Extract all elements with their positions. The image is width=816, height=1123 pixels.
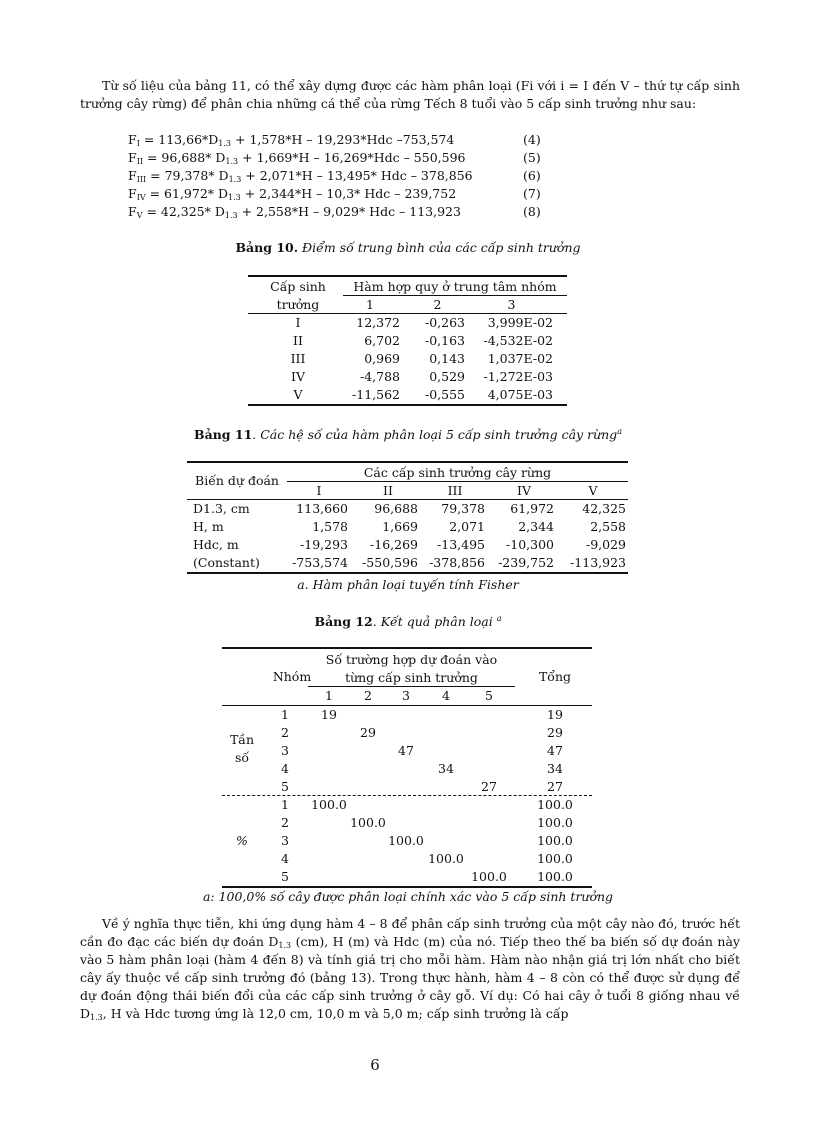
caption-sup: a bbox=[617, 426, 622, 436]
table-cell: 1,669 bbox=[382, 519, 418, 534]
table-cell: 4,075E-03 bbox=[487, 387, 553, 402]
column-header: 3 bbox=[402, 688, 410, 703]
row-label: Hdc, m bbox=[193, 537, 239, 552]
row-label: 3 bbox=[281, 743, 289, 758]
caption-label: Bảng 12 bbox=[314, 614, 373, 629]
table-cell: 100.0 bbox=[428, 851, 464, 866]
body-paragraph bbox=[80, 915, 740, 1023]
table-cell: -550,596 bbox=[362, 555, 418, 570]
row-label: V bbox=[293, 387, 303, 402]
row-label: D1.3, cm bbox=[193, 501, 250, 516]
table-cell: -0,163 bbox=[424, 333, 465, 348]
table-cell: 96,688 bbox=[374, 501, 418, 516]
caption-title: . Kết quả phân loại bbox=[372, 614, 497, 629]
eq-fn: F bbox=[128, 186, 137, 201]
caption-sup: a bbox=[496, 613, 502, 623]
eq-fn-sub: I bbox=[136, 139, 140, 148]
column-header: 4 bbox=[442, 688, 450, 703]
table-cell: 29 bbox=[547, 725, 563, 740]
eq-d-sub: 1.3 bbox=[228, 193, 241, 202]
eq-text: + 2,344*H – 10,3* Hdc – 239,752 bbox=[240, 186, 457, 201]
column-header: I bbox=[316, 483, 322, 498]
table-cell: 0,969 bbox=[364, 351, 400, 366]
row-label: 1 bbox=[281, 797, 289, 812]
eq-text: + 2,558*H – 9,029* Hdc – 113,923 bbox=[237, 204, 461, 219]
table11-footnote: a. Hàm phân loại tuyến tính Fisher bbox=[297, 577, 519, 592]
eq-text: = 96,688* D bbox=[143, 150, 226, 165]
table-cell: 100.0 bbox=[537, 815, 573, 830]
eq-fn: F bbox=[128, 132, 137, 147]
header-cell: Nhóm bbox=[272, 669, 312, 684]
row-label: 4 bbox=[281, 761, 289, 776]
eq-text: = 42,325* D bbox=[142, 204, 225, 219]
table-cell: 100.0 bbox=[537, 851, 573, 866]
page-number: 6 bbox=[370, 1056, 380, 1074]
row-label: I bbox=[295, 315, 301, 330]
eq-fn-sub: IV bbox=[136, 193, 146, 202]
row-label: II bbox=[293, 333, 303, 348]
table-cell: 100.0 bbox=[537, 869, 573, 884]
eq-fn-sub: II bbox=[136, 157, 144, 166]
table-cell: -10,300 bbox=[506, 537, 554, 552]
table-cell: 1,037E-02 bbox=[487, 351, 553, 366]
eq-number: (4) bbox=[523, 132, 541, 147]
text: , H và Hdc tương ứng là 12,0 cm, 10,0 m và 5,0 m; cấp sinh trưởng là cấp bbox=[102, 1006, 569, 1021]
table-cell: -4,532E-02 bbox=[483, 333, 553, 348]
eq-fn-sub: V bbox=[136, 211, 143, 220]
column-header: V bbox=[588, 483, 598, 498]
column-header: 1 bbox=[366, 297, 374, 312]
table-cell: -0,263 bbox=[424, 315, 465, 330]
eq-fn: F bbox=[128, 168, 137, 183]
header-group: Số trường hợp dự đoán vào bbox=[325, 652, 498, 667]
table-cell: 27 bbox=[481, 779, 497, 794]
header-group: Các cấp sinh trưởng cây rừng bbox=[363, 465, 552, 480]
column-header: 2 bbox=[364, 688, 372, 703]
caption-label: Bảng 11 bbox=[194, 427, 253, 442]
row-label: III bbox=[290, 351, 306, 366]
table-cell: 47 bbox=[398, 743, 414, 758]
row-label: H, m bbox=[193, 519, 224, 534]
eq-d-sub: 1.3 bbox=[225, 157, 239, 166]
table-cell: -9,029 bbox=[585, 537, 626, 552]
table-cell: -1,272E-03 bbox=[483, 369, 553, 384]
column-header: 1 bbox=[325, 688, 333, 703]
column-header: 2 bbox=[433, 297, 442, 312]
caption-title: . Các hệ số của hàm phân loại 5 cấp sinh trưởng cây rừng bbox=[252, 427, 618, 442]
table-cell: 100.0 bbox=[537, 833, 573, 848]
row-label: 1 bbox=[281, 707, 289, 722]
table-cell: 61,972 bbox=[510, 501, 554, 516]
table-cell: 42,325 bbox=[582, 501, 626, 516]
eq-text: + 1,578*H – 19,293*Hdc –753,574 bbox=[231, 132, 455, 147]
eq-text: = 79,378* D bbox=[146, 168, 229, 183]
column-header: 3 bbox=[507, 297, 516, 312]
equation bbox=[128, 203, 548, 221]
text: (cm), H (m) và Hdc (m) của nó. Tiếp theo thế ba biến số dự đoán này vào 5 hàm phân loại (hàm 4 đến 8) và tính giá trị cho mỗi hàm. Hàm nào nhận giá trị lớn nhất cho biết cây ấy thuộc về cấp sinh trưởng đó (bảng 13). Trong thực hành, hàm 4 – 8 còn có thể được sử dụng để dự đoán động thái biến đổi của các cấp sinh trưởng ở cây gỗ. Ví dụ: Có hai cây ở tuổi 8 giống nhau về D bbox=[80, 934, 740, 1021]
row-label: IV bbox=[291, 369, 305, 384]
equation bbox=[128, 167, 548, 185]
eq-text: + 1,669*H – 16,269*Hdc – 550,596 bbox=[238, 150, 466, 165]
table-cell: 1,578 bbox=[312, 519, 348, 534]
table-cell: 3,999E-02 bbox=[487, 315, 553, 330]
row-label: 5 bbox=[281, 779, 289, 794]
equation bbox=[128, 185, 548, 203]
table-cell: 34 bbox=[438, 761, 454, 776]
table-cell: 29 bbox=[360, 725, 376, 740]
eq-text: = 113,66*D bbox=[139, 132, 219, 147]
column-header: 5 bbox=[485, 688, 493, 703]
table10-caption bbox=[0, 240, 816, 255]
table-cell: 0,143 bbox=[429, 351, 465, 366]
table-cell: 113,660 bbox=[296, 501, 348, 516]
table-cell: -16,269 bbox=[370, 537, 418, 552]
header-cell: trưởng bbox=[276, 297, 320, 312]
table-cell: -378,856 bbox=[429, 555, 485, 570]
header-group: Hàm hợp quy ở trung tâm nhóm bbox=[353, 279, 557, 294]
table-cell: 100.0 bbox=[388, 833, 424, 848]
eq-number: (5) bbox=[523, 150, 541, 165]
intro-paragraph: Từ số liệu của bảng 11, có thể xây dựng được các hàm phân loại (Fi với i = I đến V – thứ tự cấp sinh trưởng cây rừng) để phân chia những cá thể của rừng Tếch 8 tuổi vào 5 cấp sinh trưởng như sau: bbox=[80, 78, 740, 111]
text: Về ý nghĩa thực tiễn, khi ứng dụng hàm 4 – 8 để phân cấp sinh trưởng của một cây nào đó, trước hết cần đo đạc các biến dự đoán D bbox=[80, 916, 740, 949]
table-cell: -4,788 bbox=[359, 369, 400, 384]
caption-label: Bảng 10. bbox=[235, 240, 299, 255]
table-cell: -13,495 bbox=[437, 537, 485, 552]
equation bbox=[128, 149, 548, 167]
table-cell: 100.0 bbox=[537, 797, 573, 812]
subscript: 1.3 bbox=[278, 941, 292, 950]
table-cell: 2,344 bbox=[518, 519, 554, 534]
table12-caption bbox=[0, 614, 816, 629]
table-cell: 2,558 bbox=[590, 519, 626, 534]
table-cell: 100.0 bbox=[311, 797, 347, 812]
table-cell: 100.0 bbox=[350, 815, 386, 830]
table-rule bbox=[187, 572, 628, 574]
table-cell: 19 bbox=[547, 707, 563, 722]
eq-number: (8) bbox=[523, 204, 541, 219]
table-cell: 12,372 bbox=[356, 315, 400, 330]
table12-footnote: a: 100,0% số cây được phân loại chính xác vào 5 cấp sinh trưởng bbox=[202, 889, 614, 904]
row-label: 4 bbox=[281, 851, 289, 866]
eq-d-sub: 1.3 bbox=[224, 211, 238, 220]
table-cell: 34 bbox=[547, 761, 563, 776]
table-rule bbox=[187, 461, 628, 463]
caption-title: Điểm số trung bình của các cấp sinh trưởng bbox=[298, 240, 581, 255]
table-rule bbox=[248, 404, 567, 406]
eq-fn-sub: III bbox=[136, 175, 147, 184]
subscript: 1.3 bbox=[90, 1013, 103, 1022]
group-label: % bbox=[236, 833, 248, 848]
eq-d-sub: 1.3 bbox=[228, 175, 242, 184]
eq-fn: F bbox=[128, 204, 137, 219]
table-cell: 0,529 bbox=[429, 369, 465, 384]
column-header: III bbox=[447, 483, 463, 498]
table-rule bbox=[222, 886, 592, 888]
table-cell: -0,555 bbox=[424, 387, 465, 402]
table-cell: 19 bbox=[321, 707, 337, 722]
header-cell: Cấp sinh bbox=[270, 279, 326, 294]
table-rule bbox=[222, 647, 592, 649]
table-cell: 47 bbox=[547, 743, 563, 758]
equation bbox=[128, 131, 548, 149]
table-cell: 100.0 bbox=[471, 869, 507, 884]
table11-caption bbox=[0, 427, 816, 442]
row-label: (Constant) bbox=[193, 555, 260, 570]
table-cell: -753,574 bbox=[292, 555, 348, 570]
table-cell: -113,923 bbox=[570, 555, 626, 570]
group-label: Tần bbox=[229, 732, 255, 747]
table-cell: 2,071 bbox=[449, 519, 485, 534]
eq-number: (6) bbox=[523, 168, 541, 183]
eq-text: + 2,071*H – 13,495* Hdc – 378,856 bbox=[241, 168, 473, 183]
table-cell: -239,752 bbox=[498, 555, 554, 570]
table-cell: -11,562 bbox=[352, 387, 400, 402]
header-group: từng cấp sinh trưởng bbox=[345, 670, 478, 685]
column-header: IV bbox=[517, 483, 531, 498]
row-label: 2 bbox=[281, 815, 289, 830]
header-cell: Tổng bbox=[538, 669, 572, 684]
eq-fn: F bbox=[128, 150, 137, 165]
eq-number: (7) bbox=[523, 186, 541, 201]
row-label: 2 bbox=[281, 725, 289, 740]
table-cell: 79,378 bbox=[441, 501, 485, 516]
row-label: 3 bbox=[281, 833, 289, 848]
group-label: số bbox=[234, 750, 250, 765]
eq-d-sub: 1.3 bbox=[218, 139, 232, 148]
column-header: II bbox=[383, 483, 393, 498]
row-label: 5 bbox=[281, 869, 289, 884]
table-rule bbox=[248, 275, 567, 277]
eq-text: = 61,972* D bbox=[145, 186, 229, 201]
table-cell: -19,293 bbox=[300, 537, 348, 552]
table-cell: 27 bbox=[547, 779, 563, 794]
header-cell: Biến dự đoán bbox=[195, 473, 279, 488]
table-cell: 6,702 bbox=[364, 333, 400, 348]
